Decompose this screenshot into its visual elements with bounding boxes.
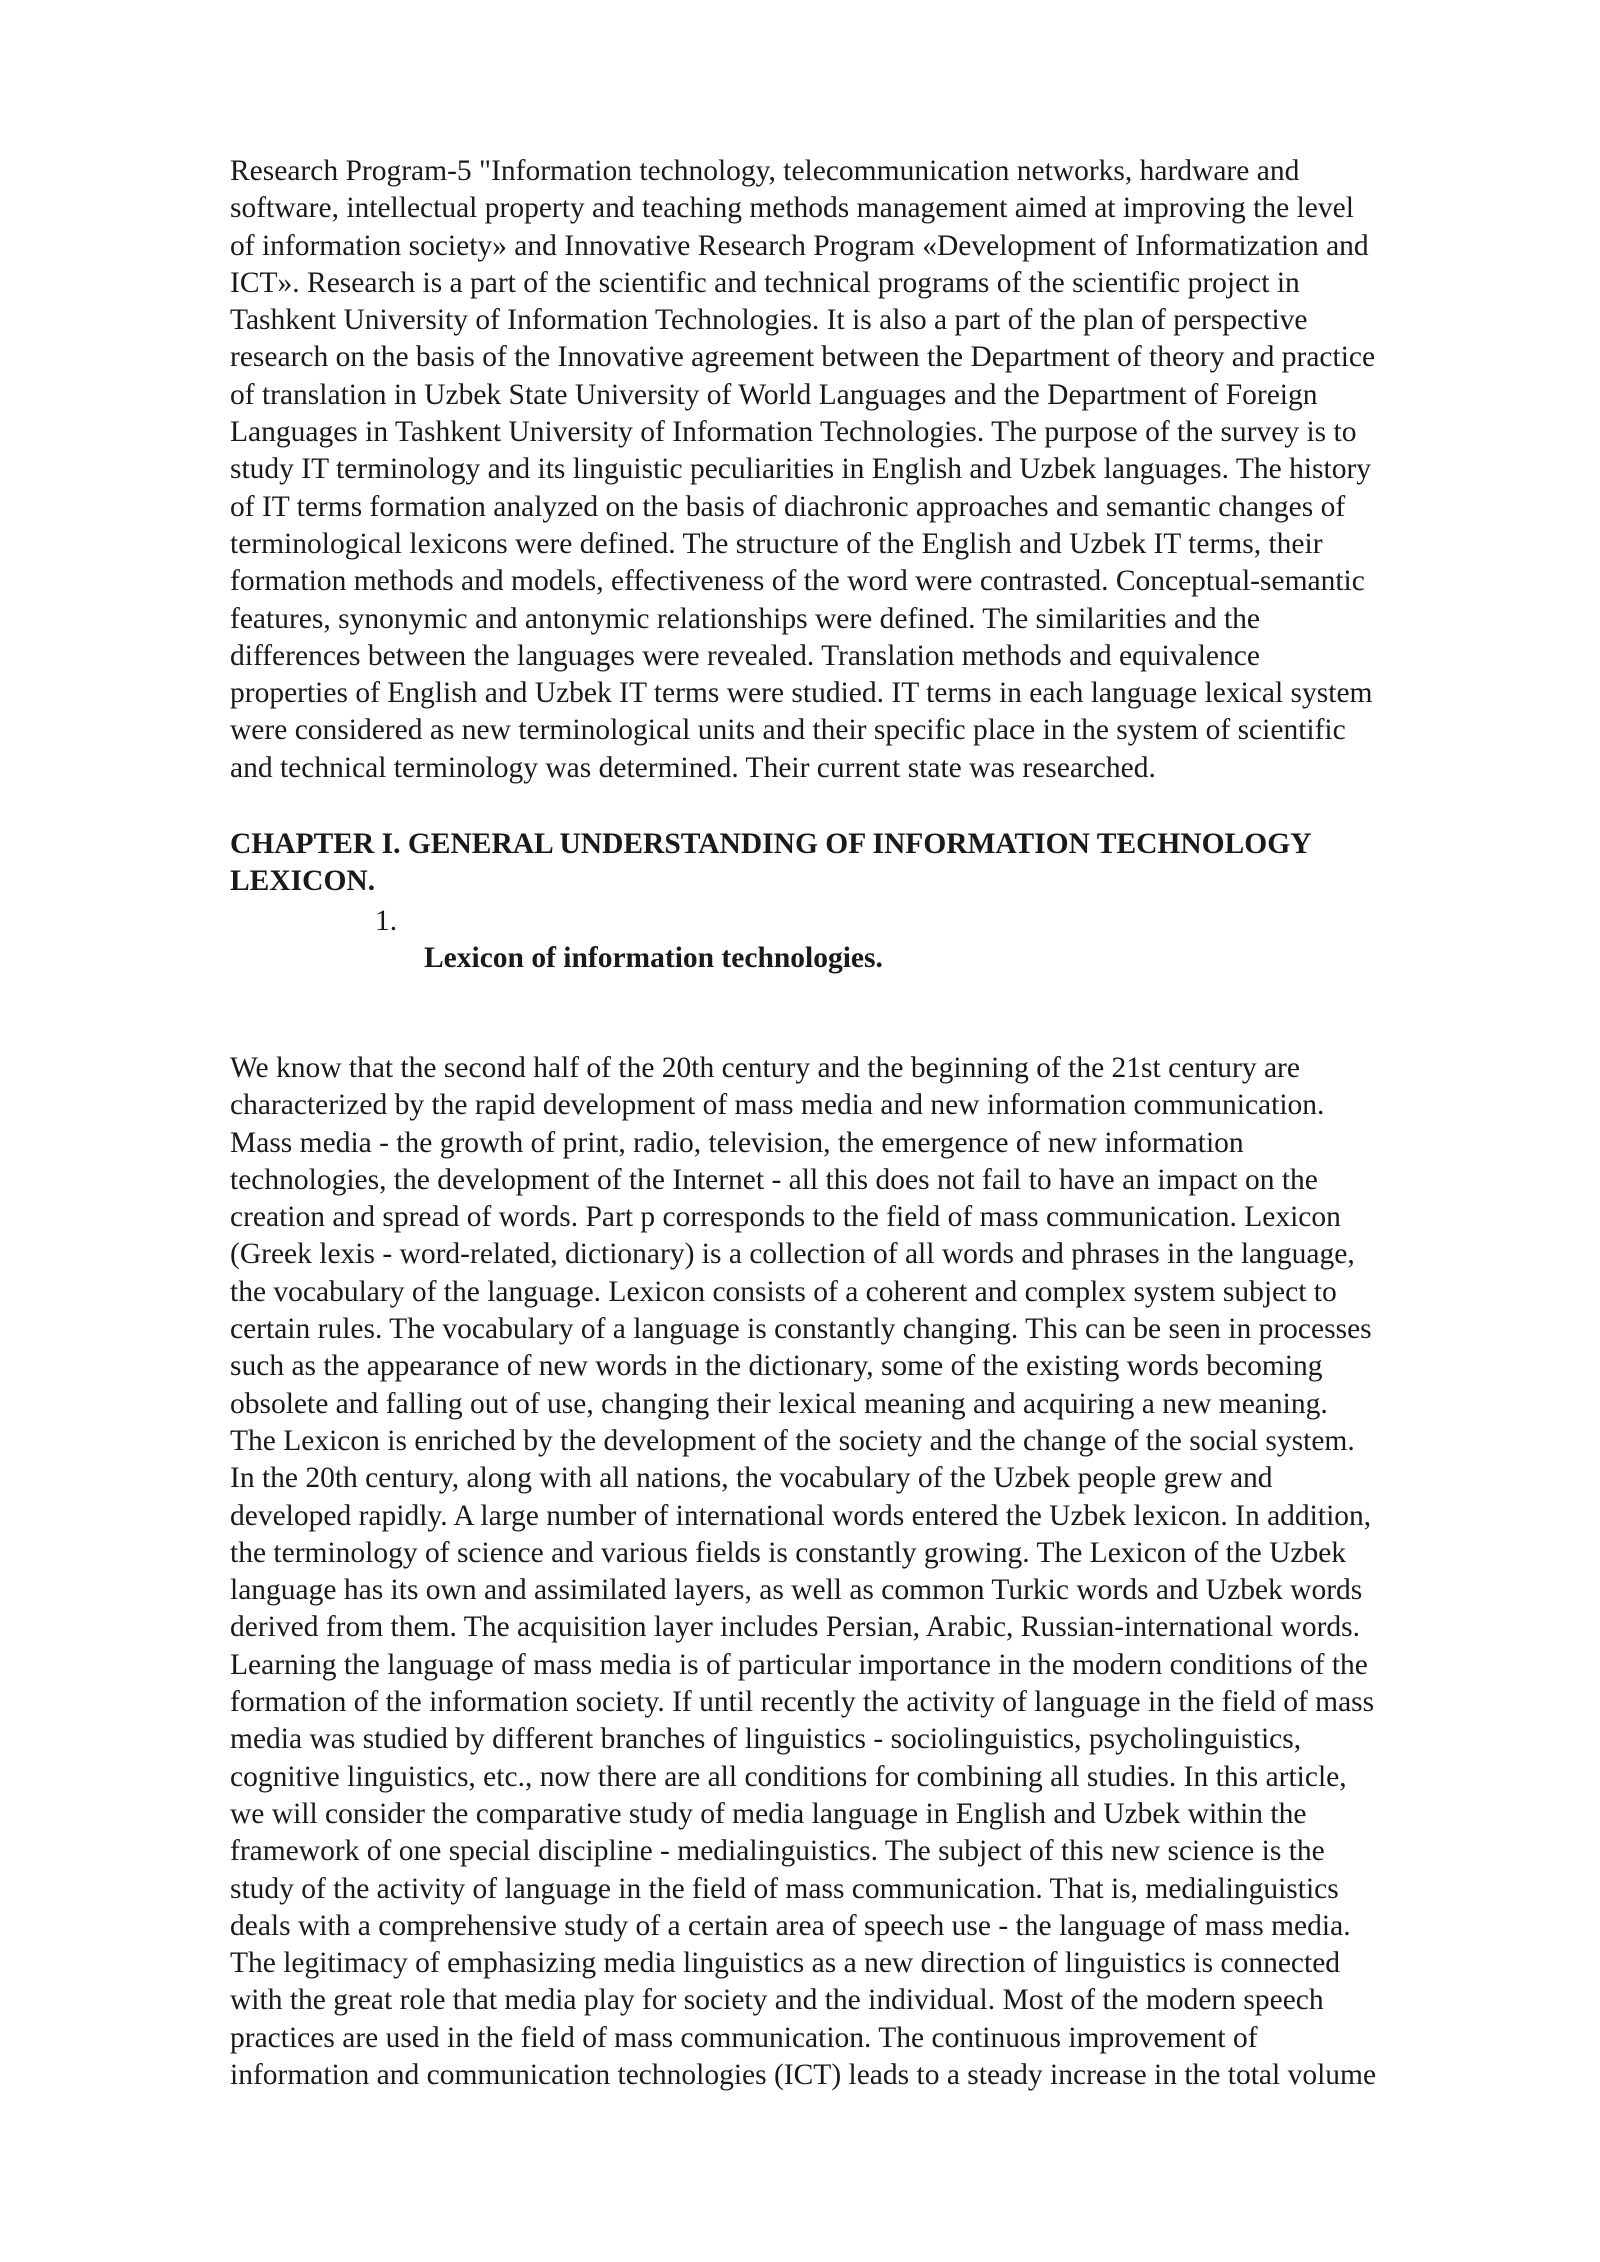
body-line: characterized by the rapid development of mass media and new information communication. — [230, 1089, 1325, 1122]
body-line: language has its own and assimilated layers, as well as common Turkic words and Uzbek words — [230, 1574, 1363, 1607]
intro-line: Research Program-5 "Information technology, telecommunication networks, hardware and — [230, 155, 1300, 187]
intro-line: of information society» and Innovative Research Program «Development of Informatization and — [230, 229, 1369, 262]
intro-line: software, intellectual property and teaching methods management aimed at improving the level — [230, 192, 1354, 225]
body-line: study of the activity of language in the field of mass communication. That is, medialinguistics — [230, 1872, 1339, 1905]
chapter-title — [230, 826, 1520, 901]
body-line: derived from them. The acquisition layer includes Persian, Arabic, Russian-international words. — [230, 1611, 1361, 1644]
intro-line: of translation in Uzbek State University of World Languages and the Department of Foreign — [230, 378, 1318, 411]
body-line: media was studied by different branches of linguistics - sociolinguistics, psycholinguistics, — [230, 1723, 1302, 1756]
intro-line: formation methods and models, effectiveness of the word were contrasted. Conceptual-semantic — [230, 565, 1365, 598]
intro-line: research on the basis of the Innovative agreement between the Department of theory and practice — [230, 341, 1376, 374]
section-title: Lexicon of information technologies. — [424, 942, 883, 974]
body-line: information and communication technologies (ICT) leads to a steady increase in the total volume — [230, 2059, 1377, 2092]
body-line: (Greek lexis - word-related, dictionary) is a collection of all words and phrases in the language, — [230, 1238, 1355, 1271]
body-line: practices are used in the field of mass communication. The continuous improvement of — [230, 2021, 1258, 2054]
body-line: Mass media - the growth of print, radio, television, the emergence of new information — [230, 1126, 1244, 1159]
intro-line: features, synonymic and antonymic relationships were defined. The similarities and the — [230, 602, 1261, 635]
body-line: obsolete and falling out of use, changing their lexical meaning and acquiring a new meaning. — [230, 1387, 1328, 1420]
intro-line: Tashkent University of Information Technologies. It is also a part of the plan of perspective — [230, 304, 1308, 337]
body-line: In the 20th century, along with all nations, the vocabulary of the Uzbek people grew and — [230, 1462, 1273, 1495]
body-line: we will consider the comparative study of media language in English and Uzbek within the — [230, 1797, 1307, 1830]
body-line: creation and spread of words. Part p corresponds to the field of mass communication. Lexicon — [230, 1201, 1341, 1234]
intro-line: Languages in Tashkent University of Information Technologies. The purpose of the survey is to — [230, 416, 1357, 449]
body-line: Learning the language of mass media is of particular importance in the modern conditions of the — [230, 1648, 1368, 1681]
intro-line: study IT terminology and its linguistic peculiarities in English and Uzbek languages. The history — [230, 453, 1372, 486]
body-line: deals with a comprehensive study of a certain area of speech use - the language of mass media. — [230, 1909, 1351, 1942]
intro-line: and technical terminology was determined. Their current state was researched. — [230, 751, 1156, 784]
chapter-title-line: LEXICON. — [230, 865, 376, 898]
intro-line: were considered as new terminological units and their specific place in the system of scientific — [230, 714, 1346, 747]
intro-paragraph — [230, 153, 1520, 787]
body-line: cognitive linguistics, etc., now there are all conditions for combining all studies. In this article, — [230, 1760, 1347, 1793]
intro-line: ICT». Research is a part of the scientific and technical programs of the scientific project in — [230, 266, 1300, 299]
section-number: 1. — [375, 905, 398, 937]
body-line: such as the appearance of new words in the dictionary, some of the existing words becoming — [230, 1350, 1323, 1383]
body-line: formation of the information society. If until recently the activity of language in the field of mass — [230, 1686, 1375, 1719]
body-line: the vocabulary of the language. Lexicon consists of a coherent and complex system subject to — [230, 1275, 1337, 1308]
body-line: certain rules. The vocabulary of a language is constantly changing. This can be seen in processes — [230, 1313, 1372, 1346]
body-line: The Lexicon is enriched by the development of the society and the change of the social system. — [230, 1424, 1355, 1457]
body-paragraph — [230, 1050, 1520, 2094]
body-line: framework of one special discipline - medialinguistics. The subject of this new science is the — [230, 1835, 1325, 1868]
intro-line: properties of English and Uzbek IT terms were studied. IT terms in each language lexical system — [230, 677, 1373, 710]
body-line: We know that the second half of the 20th century and the beginning of the 21st century are — [230, 1052, 1300, 1084]
body-line: the terminology of science and various fields is constantly growing. The Lexicon of the Uzbek — [230, 1536, 1347, 1569]
intro-line: terminological lexicons were defined. The structure of the English and Uzbek IT terms, their — [230, 527, 1323, 560]
body-line: with the great role that media play for society and the individual. Most of the modern speech — [230, 1984, 1324, 2017]
chapter-title-line: CHAPTER I. GENERAL UNDERSTANDING OF INFORMATION TECHNOLOGY — [230, 828, 1312, 860]
body-line: developed rapidly. A large number of international words entered the Uzbek lexicon. In addition, — [230, 1499, 1372, 1532]
body-line: The legitimacy of emphasizing media linguistics as a new direction of linguistics is connected — [230, 1947, 1341, 1980]
intro-line: differences between the languages were revealed. Translation methods and equivalence — [230, 639, 1260, 672]
intro-line: of IT terms formation analyzed on the basis of diachronic approaches and semantic changes of — [230, 490, 1346, 523]
body-line: technologies, the development of the Internet - all this does not fail to have an impact on the — [230, 1163, 1318, 1196]
